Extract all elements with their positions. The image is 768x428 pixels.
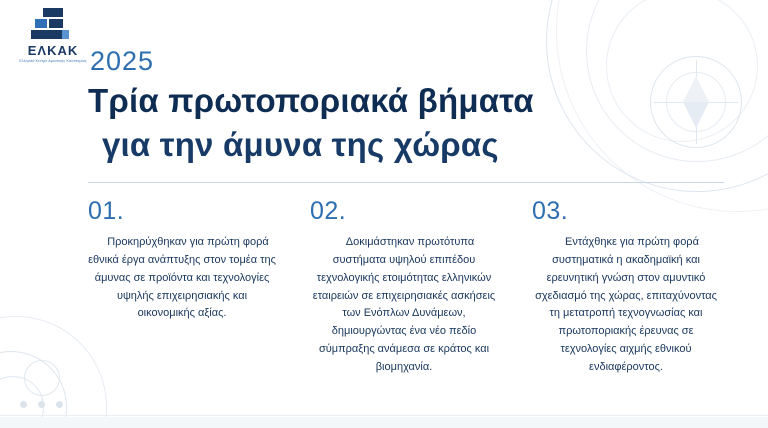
headline-line-1: Τρία πρωτοποριακά βήματα [88,82,534,119]
column-item [532,197,720,377]
dots-decoration-icon [18,342,88,412]
decorative-circle-icon [0,351,67,428]
column-number: 01. [88,197,125,226]
columns-container [88,197,724,377]
bottom-divider [0,415,768,416]
headline-line-2: για την άμυνα της χώρας [102,125,499,163]
column-number: 02. [310,197,347,226]
decorative-circle-icon [0,376,44,428]
title-divider [88,182,724,183]
bottom-bar [0,417,768,428]
slide-year: 2025 [90,46,155,76]
column-item [310,197,498,377]
column-text: Προκηρύχθηκαν για πρώτη φορά εθνικά έργα ανάπτυξης στον τομέα της άμυνας σε προϊόντα και τεχνολογίες υψηλής επιχειρησιακής και οικονομικής αξίας. [88,236,276,320]
column-text: Εντάχθηκε για πρώτη φορά συστηματικά η ακαδημαϊκή και ερευνητική γνώση στον αμυντικό σχεδιασμό της χώρας, επιταχύνοντας τη μετατροπή τεχνογνωσίας και πρωτοποριακής έρευνας σε τεχνολογίες αιχμής εθνικού ενδιαφέροντος. [535,236,717,373]
organization-logo [14,8,92,63]
column-text: Δοκιμάστηκαν πρωτότυπα συστήματα υψηλού επιπέδου τεχνολογικής ετοιμότητας ελληνικών εταιρειών σε επιχειρησιακές ασκήσεις των Ενόπλων Δυνάμεων, δημιουργώντας ένα νέο πεδίο σύμπραξης ανάμεσα σε κράτος και βιομηχανία. [312,236,496,373]
page-title [88,79,724,166]
column-number: 03. [532,197,569,226]
elkak-logo-mark-icon [31,8,75,42]
column-item [88,197,276,377]
logo-subtitle: Ελληνικό Κέντρο Αμυντικής Καινοτομίας [19,59,87,63]
slide-content [88,46,724,377]
logo-acronym: ΕΛΚΑΚ [27,43,79,58]
